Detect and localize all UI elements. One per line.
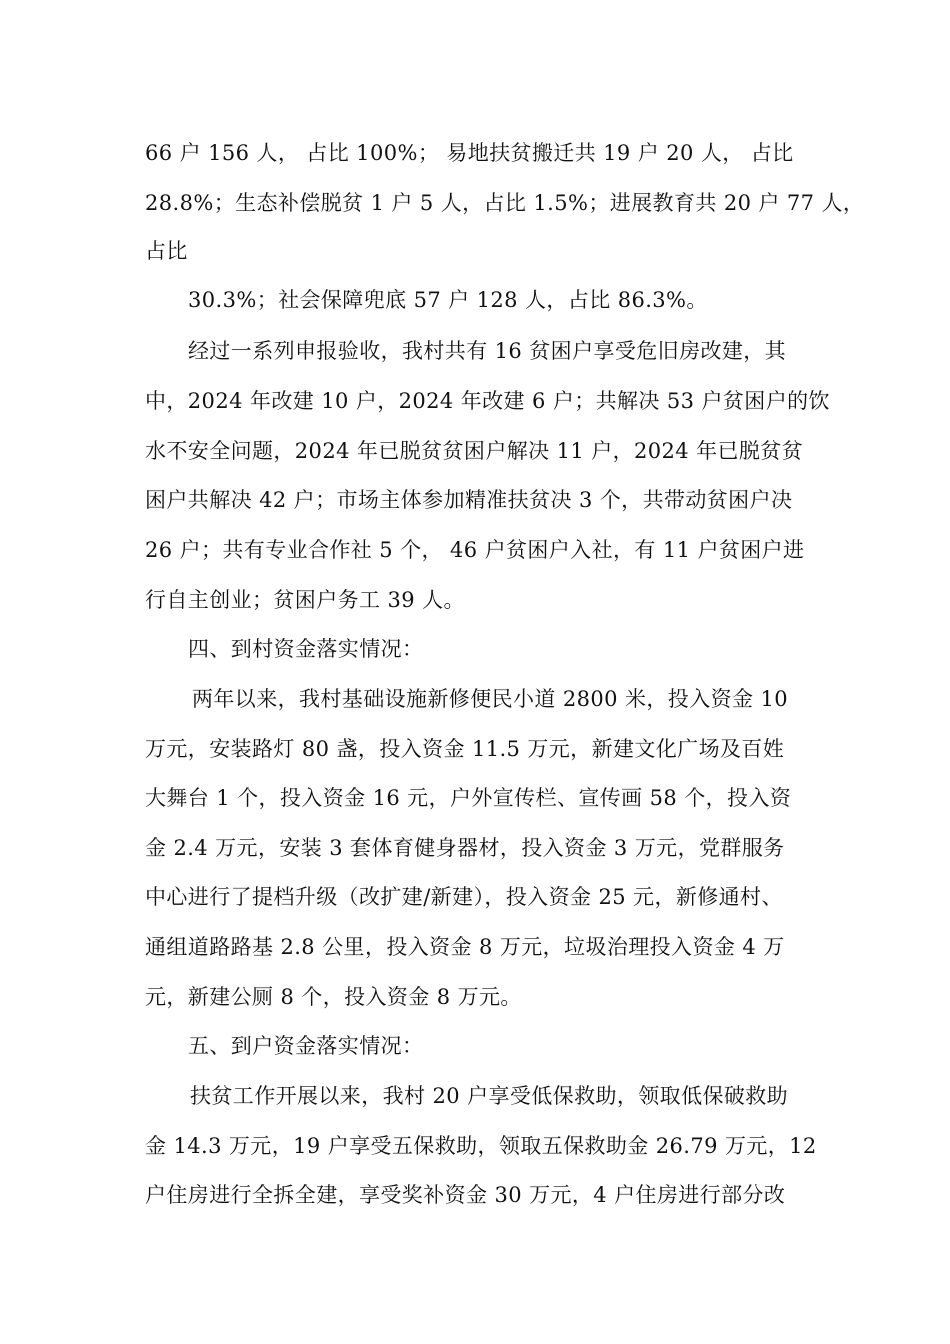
text-line: 大舞台 1 个，投入资金 16 元，户外宣传栏、宣传画 58 个，投入资 [145,786,792,810]
text-line: 28.8%；生态补偿脱贫 1 户 5 人，占比 1.5%；进展教育共 20 户 77 人， [145,191,865,215]
text-line: 行自主创业；贫困户务工 39 人。 [145,588,465,612]
text-line: 元，新建公厕 8 个，投入资金 8 万元。 [145,985,522,1009]
text-line: 30.3%；社会保障兜底 57 户 128 人，占比 86.3%。 [188,288,708,312]
text-line: 户住房进行全拆全建，享受奖补资金 30 万元，4 户住房进行部分改 [145,1183,786,1207]
text-line: 中，2024 年改建 10 户，2024 年改建 6 户；共解决 53 户贫困户的饮 [145,389,830,413]
text-line: 金 14.3 万元，19 户享受五保救助，领取五保救助金 26.79 万元，12 [145,1134,817,1158]
text-line: 水不安全问题，2024 年已脱贫贫困户解决 11 户，2024 年已脱贫贫 [145,439,804,463]
text-line: 66 户 156 人， 占比 100%； 易地扶贫搬迁共 19 户 20 人， 占比 [145,141,794,165]
text-line: 占比 [145,239,188,263]
text-line: 26 户；共有专业合作社 5 个， 46 户贫困户入社，有 11 户贫困户进 [145,538,805,562]
text-line: 两年以来，我村基础设施新修便民小道 2800 米，投入资金 10 [192,687,788,711]
text-line: 通组道路路基 2.8 公里，投入资金 8 万元，垃圾治理投入资金 4 万 [145,935,785,959]
text-line: 万元，安装路灯 80 盏，投入资金 11.5 万元，新建文化广场及百姓 [145,737,785,761]
text-line: 困户共解决 42 户；市场主体参加精准扶贫决 3 个，共带动贫困户决 [145,488,793,512]
text-line: 经过一系列申报验收，我村共有 16 贫困户享受危旧房改建，其 [188,339,787,363]
section-heading: 四、到村资金落实情况： [188,637,424,661]
section-heading: 五、到户资金落实情况： [188,1034,424,1058]
text-line: 金 2.4 万元，安装 3 套体育健身器材，投入资金 3 万元，党群服务 [145,836,785,860]
text-line: 扶贫工作开展以来，我村 20 户享受低保救助，领取低保破救助 [190,1084,789,1108]
text-line: 中心进行了提档升级（改扩建/新建），投入资金 25 元，新修通村、 [145,885,783,909]
